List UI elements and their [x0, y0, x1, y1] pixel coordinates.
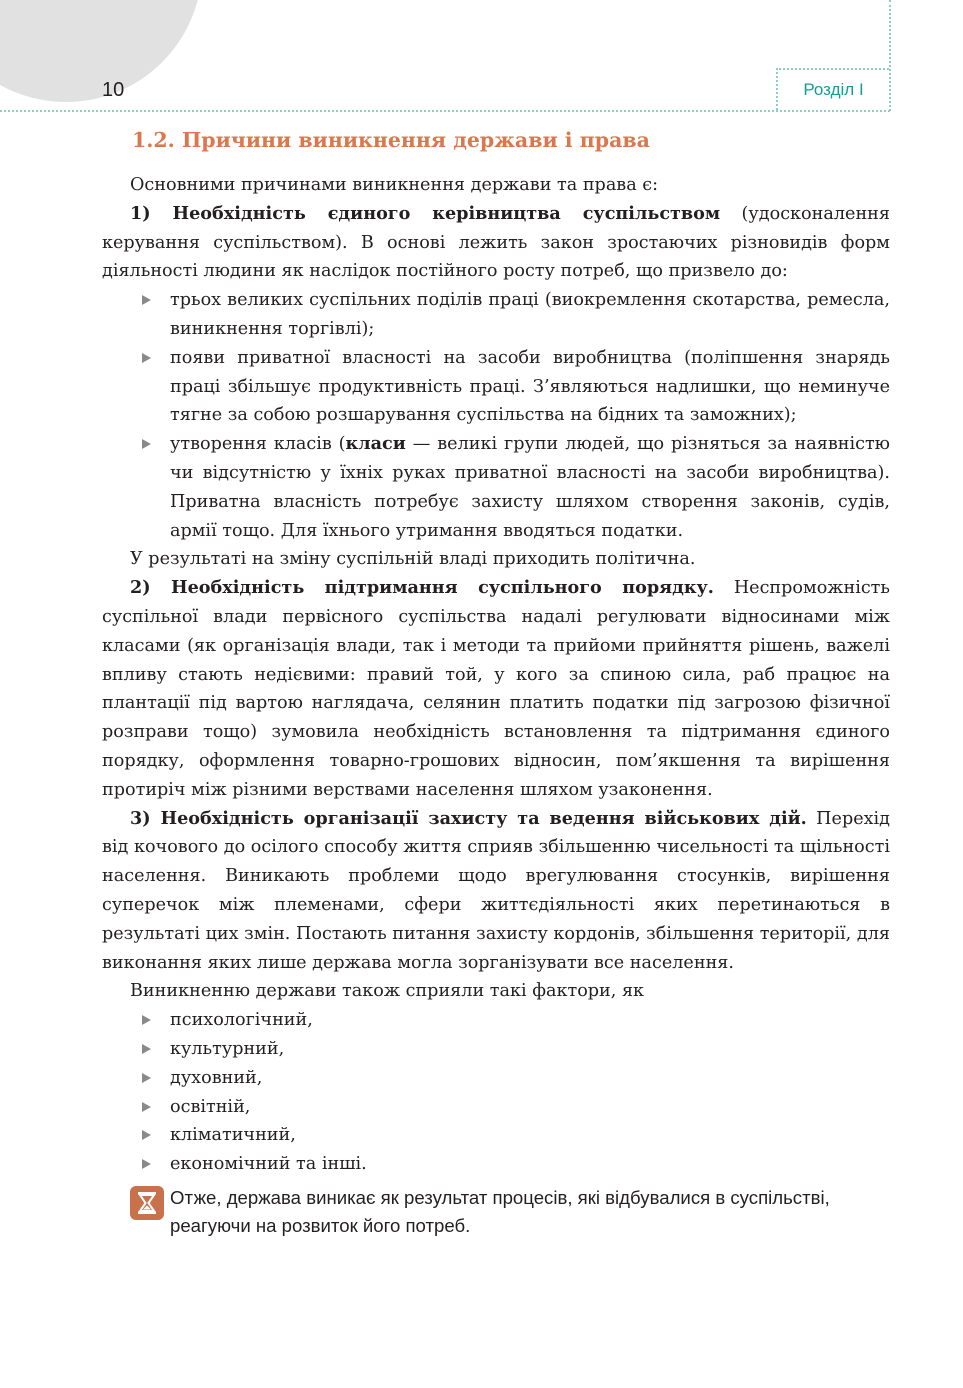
list-item-text: появи приватної власності на засоби виробництва (поліпшення знарядь праці збільшує продуктивність праці. З’являються надлишки, що неминуче тягне за собою розшарування суспільства на бідних та заможних); — [170, 347, 890, 426]
list-item-text: освітній, — [170, 1096, 251, 1117]
list-item — [102, 1064, 890, 1093]
list-item-text: трьох великих суспільних поділів праці (виокремлення скотарства, ремесла, виникнення торгівлі); — [170, 290, 890, 339]
list-item-text-start: утворення класів ( — [170, 434, 346, 455]
triangle-bullet-icon — [142, 1130, 151, 1140]
margin-divider — [889, 0, 891, 111]
reason-1-list — [102, 286, 890, 545]
triangle-bullet-icon — [142, 295, 151, 305]
reason-2-paragraph — [102, 574, 890, 804]
summary-text: Отже, держава виникає як результат процесів, які відбувалися в суспільстві, реагуючи на розвиток його потреб. — [170, 1186, 830, 1236]
triangle-bullet-icon — [142, 1015, 151, 1025]
triangle-bullet-icon — [142, 1073, 151, 1083]
triangle-bullet-icon — [142, 1159, 151, 1169]
hourglass-icon — [130, 1186, 164, 1220]
list-item-text-end: — великі групи людей, що різняться за наявністю чи відсутністю у їхніх руках приватної власності на засоби виробництва). Приватна власність потребує захисту шляхом створення законів, судів, армії тощо. Для їхнього утримання вводяться податки. — [170, 434, 890, 541]
list-item-text: економічний та інші. — [170, 1154, 367, 1175]
list-item — [102, 1150, 890, 1179]
factors-intro: Виникненню держави також сприяли такі фактори, як — [130, 981, 645, 1002]
reason-2-title: 2) Необхідність підтримання суспільного порядку. — [130, 577, 714, 599]
triangle-bullet-icon — [142, 1102, 151, 1112]
corner-decoration — [0, 0, 202, 102]
list-item — [102, 1035, 890, 1064]
intro-text: Основними причинами виникнення держави та права є: — [130, 175, 659, 195]
reason-3-paragraph — [102, 805, 890, 978]
result-paragraph — [102, 545, 890, 574]
reason-1-text: (удосконалення керування суспільством). В основі лежить закон зростаючих різновидів форм діяльності людини як наслідок постійного росту потреб, що призвело до: — [102, 203, 890, 282]
list-item — [102, 286, 890, 344]
reason-3-text: Перехід від кочового до осілого способу життя сприяв збільшенню чисельності та щільності населення. Виникають проблеми щодо врегулювання стосунків, вирішення суперечок між племенами, сфери життєдіяльності яких перетинаються в результаті цих змін. Постають питання захисту кордонів, збільшення території, для виконання яких лише держава могла зорганізувати все населення. — [102, 808, 890, 973]
reason-3-title: 3) Необхідність організації захисту та ведення військових дій. — [130, 807, 807, 829]
triangle-bullet-icon — [142, 1044, 151, 1054]
reason-2-text: Неспроможність суспільної влади первісного суспільства надалі регулювати відносинами між класами (як організація влади, так і методи та прийоми прийняття рішень, важелі впливу стають недієвими: правий той, у кого за спиною сила, раб працює на плантації під вартою наглядача, селянин платить податки під загрозою фізичної розправи тощо) зумовила необхідність встановлення та підтримання єдиного порядку, оформлення товарно-грошових відносин, пом’якшення та вирішення протиріч між різними верствами населення шляхом узаконення. — [102, 578, 890, 800]
term-classes: класи — [345, 433, 406, 455]
triangle-bullet-icon — [142, 353, 151, 363]
factors-list — [102, 1006, 890, 1179]
list-item — [102, 1121, 890, 1150]
reason-1-paragraph — [102, 200, 890, 286]
page-number: 10 — [102, 79, 125, 101]
page-content — [102, 126, 890, 1240]
result-text: У результаті на зміну суспільній владі приходить політична. — [130, 549, 696, 570]
list-item-text: психологічний, — [170, 1010, 313, 1031]
reason-1-title: 1) Необхідність єдиного керівництва суспільством — [130, 202, 721, 224]
summary-block — [102, 1184, 890, 1240]
triangle-bullet-icon — [142, 439, 151, 449]
list-item-text: культурний, — [170, 1038, 285, 1059]
list-item-text: кліматичний, — [170, 1125, 296, 1146]
section-heading: 1.2. Причини виникнення держави і права — [132, 128, 650, 152]
header-divider — [0, 110, 890, 112]
list-item — [102, 1006, 890, 1035]
list-item-text: духовний, — [170, 1067, 263, 1088]
intro-paragraph — [102, 171, 890, 200]
list-item — [102, 430, 890, 545]
factors-paragraph — [102, 977, 890, 1006]
list-item — [102, 344, 890, 430]
section-tab: Розділ І — [776, 68, 889, 110]
list-item — [102, 1093, 890, 1122]
